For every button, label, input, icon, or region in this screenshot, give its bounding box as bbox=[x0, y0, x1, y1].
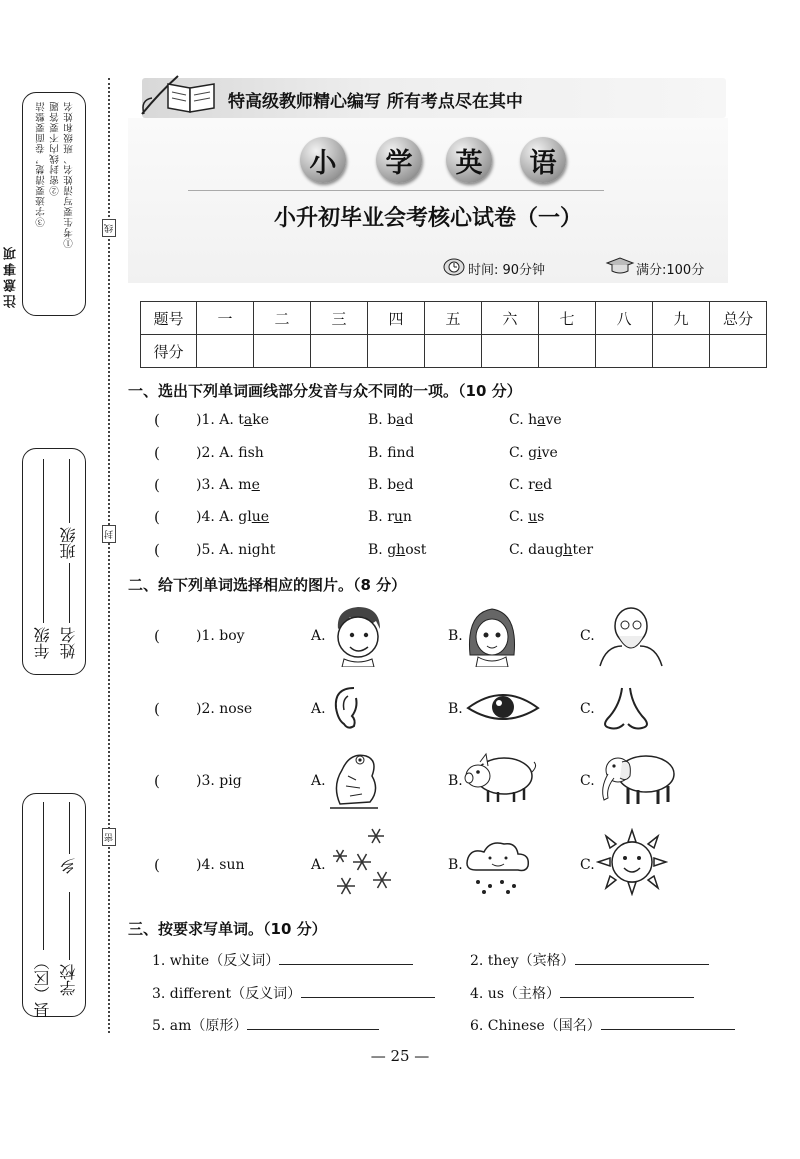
score-cell[interactable] bbox=[539, 335, 596, 368]
frog-image[interactable] bbox=[326, 746, 382, 812]
answer-line[interactable] bbox=[279, 963, 413, 965]
question-item: )4. A. glue bbox=[196, 509, 270, 525]
question-item: )1. boy bbox=[196, 628, 245, 644]
table-cell: 总分 bbox=[710, 302, 767, 335]
answer-paren[interactable]: ( bbox=[154, 772, 160, 790]
fill-item: 1. white（反义词） bbox=[152, 950, 413, 970]
option-a: A. bbox=[311, 628, 326, 644]
score-cell[interactable] bbox=[197, 335, 254, 368]
question-item: )3. A. me bbox=[196, 477, 260, 493]
paper-title: 小升初毕业会考核心试卷（一） bbox=[273, 206, 582, 231]
score-cell[interactable] bbox=[482, 335, 539, 368]
table-header-row bbox=[141, 302, 767, 335]
answer-paren[interactable]: ( bbox=[154, 411, 160, 429]
option-c: C. bbox=[580, 628, 595, 644]
option-c: C. bbox=[580, 857, 595, 873]
answer-paren[interactable]: ( bbox=[154, 508, 160, 526]
township-label: 乡 bbox=[59, 858, 78, 874]
marker-line: 线 bbox=[102, 219, 116, 237]
class-label: 班级 bbox=[59, 527, 78, 559]
option-b: B. bed bbox=[368, 477, 414, 493]
subject-char-1: 小 bbox=[300, 137, 346, 183]
option-c: C. red bbox=[509, 477, 553, 493]
table-cell: 五 bbox=[425, 302, 482, 335]
full-score-label: 满分:100分 bbox=[636, 263, 705, 278]
table-cell: 四 bbox=[368, 302, 425, 335]
table-cell: 三 bbox=[311, 302, 368, 335]
answer-line[interactable] bbox=[575, 963, 709, 965]
table-score-row bbox=[141, 335, 767, 368]
question-item: )3. pig bbox=[196, 773, 242, 789]
option-b: B. fnd bbox=[368, 445, 415, 461]
class-line[interactable] bbox=[69, 459, 70, 523]
option-c: C. give bbox=[509, 445, 558, 461]
answer-paren[interactable]: ( bbox=[154, 627, 160, 645]
table-cell: 八 bbox=[596, 302, 653, 335]
option-b: B. ghost bbox=[368, 542, 427, 558]
option-b: B. bad bbox=[368, 412, 414, 428]
option-c: C. have bbox=[509, 412, 562, 428]
notes-box bbox=[22, 92, 86, 316]
answer-paren[interactable]: ( bbox=[154, 476, 160, 494]
answer-paren[interactable]: ( bbox=[154, 541, 160, 559]
score-table bbox=[140, 301, 767, 368]
sun-image[interactable] bbox=[596, 828, 668, 896]
question-item: )5. A. night bbox=[196, 542, 276, 558]
option-a: A. bbox=[311, 773, 326, 789]
answer-line[interactable] bbox=[601, 1028, 735, 1030]
subject-char-4: 语 bbox=[520, 137, 566, 183]
subject-char-2: 学 bbox=[376, 137, 422, 183]
school-label: 学校 bbox=[59, 964, 78, 996]
rain-cloud-image[interactable] bbox=[462, 838, 534, 894]
note-line-1: ①考生要写清姓名、班级和姓名 bbox=[64, 101, 75, 248]
clock-icon bbox=[441, 255, 467, 277]
subject-char-3: 英 bbox=[446, 137, 492, 183]
score-cell[interactable] bbox=[311, 335, 368, 368]
banner bbox=[142, 78, 726, 118]
option-a: A. bbox=[311, 857, 326, 873]
option-c: C. bbox=[580, 773, 595, 789]
score-cell[interactable] bbox=[653, 335, 710, 368]
grade-line[interactable] bbox=[43, 459, 44, 623]
school-line[interactable] bbox=[69, 892, 70, 960]
table-cell: 得分 bbox=[141, 335, 197, 368]
snowflakes-image[interactable] bbox=[328, 824, 398, 898]
option-b: B. bbox=[448, 701, 463, 717]
option-a: A. bbox=[311, 701, 326, 717]
fill-item: 6. Chinese（国名） bbox=[470, 1015, 735, 1035]
girl-image[interactable] bbox=[464, 605, 520, 667]
score-cell[interactable] bbox=[254, 335, 311, 368]
table-cell: 九 bbox=[653, 302, 710, 335]
page-number: — 25 — bbox=[370, 1047, 430, 1065]
old-man-image[interactable] bbox=[596, 602, 666, 668]
answer-paren[interactable]: ( bbox=[154, 700, 160, 718]
question-item: )2. A. fsh bbox=[196, 445, 264, 461]
township-line[interactable] bbox=[69, 802, 70, 854]
option-c: C. bbox=[580, 701, 595, 717]
answer-paren[interactable]: ( bbox=[154, 856, 160, 874]
option-b: B. bbox=[448, 773, 463, 789]
fill-item: 3. different（反义词） bbox=[152, 983, 435, 1003]
school-info-box bbox=[22, 793, 86, 1017]
ear-image[interactable] bbox=[330, 684, 364, 732]
note-line-3: ③字迹要清楚，卷面要整洁 bbox=[36, 101, 47, 227]
fill-item: 5. am（原形） bbox=[152, 1015, 379, 1035]
option-b: B. bbox=[448, 628, 463, 644]
county-label: 县（区） bbox=[33, 954, 52, 1018]
name-line[interactable] bbox=[69, 563, 70, 623]
book-pen-icon bbox=[138, 70, 220, 122]
nose-image[interactable] bbox=[596, 686, 656, 732]
marker-seal: 封 bbox=[102, 525, 116, 543]
score-cell[interactable] bbox=[368, 335, 425, 368]
pig-image[interactable] bbox=[462, 750, 538, 806]
section2-title: 二、给下列单词选择相应的图片。（8 分） bbox=[128, 576, 407, 594]
score-cell[interactable] bbox=[596, 335, 653, 368]
name-label: 姓名 bbox=[59, 627, 78, 659]
time-label: 时间: 90分钟 bbox=[468, 263, 546, 278]
table-cell: 二 bbox=[254, 302, 311, 335]
student-info-box bbox=[22, 448, 86, 675]
marker-secret: 密 bbox=[102, 828, 116, 846]
fill-item: 4. us（主格） bbox=[470, 983, 694, 1003]
elephant-image[interactable] bbox=[596, 748, 680, 810]
section1-title: 一、选出下列单词画线部分发音与众不同的一项。（10 分） bbox=[128, 382, 522, 400]
table-cell: 一 bbox=[197, 302, 254, 335]
question-item: )1. A. take bbox=[196, 412, 270, 428]
table-cell: 题号 bbox=[141, 302, 197, 335]
fill-item: 2. they（宾格） bbox=[470, 950, 709, 970]
score-cell[interactable] bbox=[710, 335, 767, 368]
table-cell: 七 bbox=[539, 302, 596, 335]
banner-text: 特高级教师精心编写 所有考点尽在其中 bbox=[228, 92, 523, 112]
section3-title: 三、按要求写单词。（10 分） bbox=[128, 920, 327, 938]
table-cell: 六 bbox=[482, 302, 539, 335]
option-c: C. us bbox=[509, 509, 545, 525]
option-c: C. daughter bbox=[509, 542, 594, 558]
question-item: )2. nose bbox=[196, 701, 253, 717]
graduation-cap-icon bbox=[605, 255, 635, 277]
answer-line[interactable] bbox=[247, 1028, 379, 1030]
title-divider bbox=[188, 190, 604, 191]
county-line[interactable] bbox=[43, 802, 44, 950]
question-item: )4. sun bbox=[196, 857, 245, 873]
note-line-2: ②密封线内不要答题 bbox=[50, 101, 61, 196]
notes-title: 注意事项 bbox=[4, 244, 19, 308]
answer-line[interactable] bbox=[301, 996, 435, 998]
grade-label: 年级 bbox=[33, 627, 52, 659]
score-cell[interactable] bbox=[425, 335, 482, 368]
option-b: B. run bbox=[368, 509, 412, 525]
answer-line[interactable] bbox=[560, 996, 694, 998]
option-b: B. bbox=[448, 857, 463, 873]
boy-image[interactable] bbox=[328, 603, 388, 667]
answer-paren[interactable]: ( bbox=[154, 444, 160, 462]
eye-image[interactable] bbox=[464, 688, 542, 728]
